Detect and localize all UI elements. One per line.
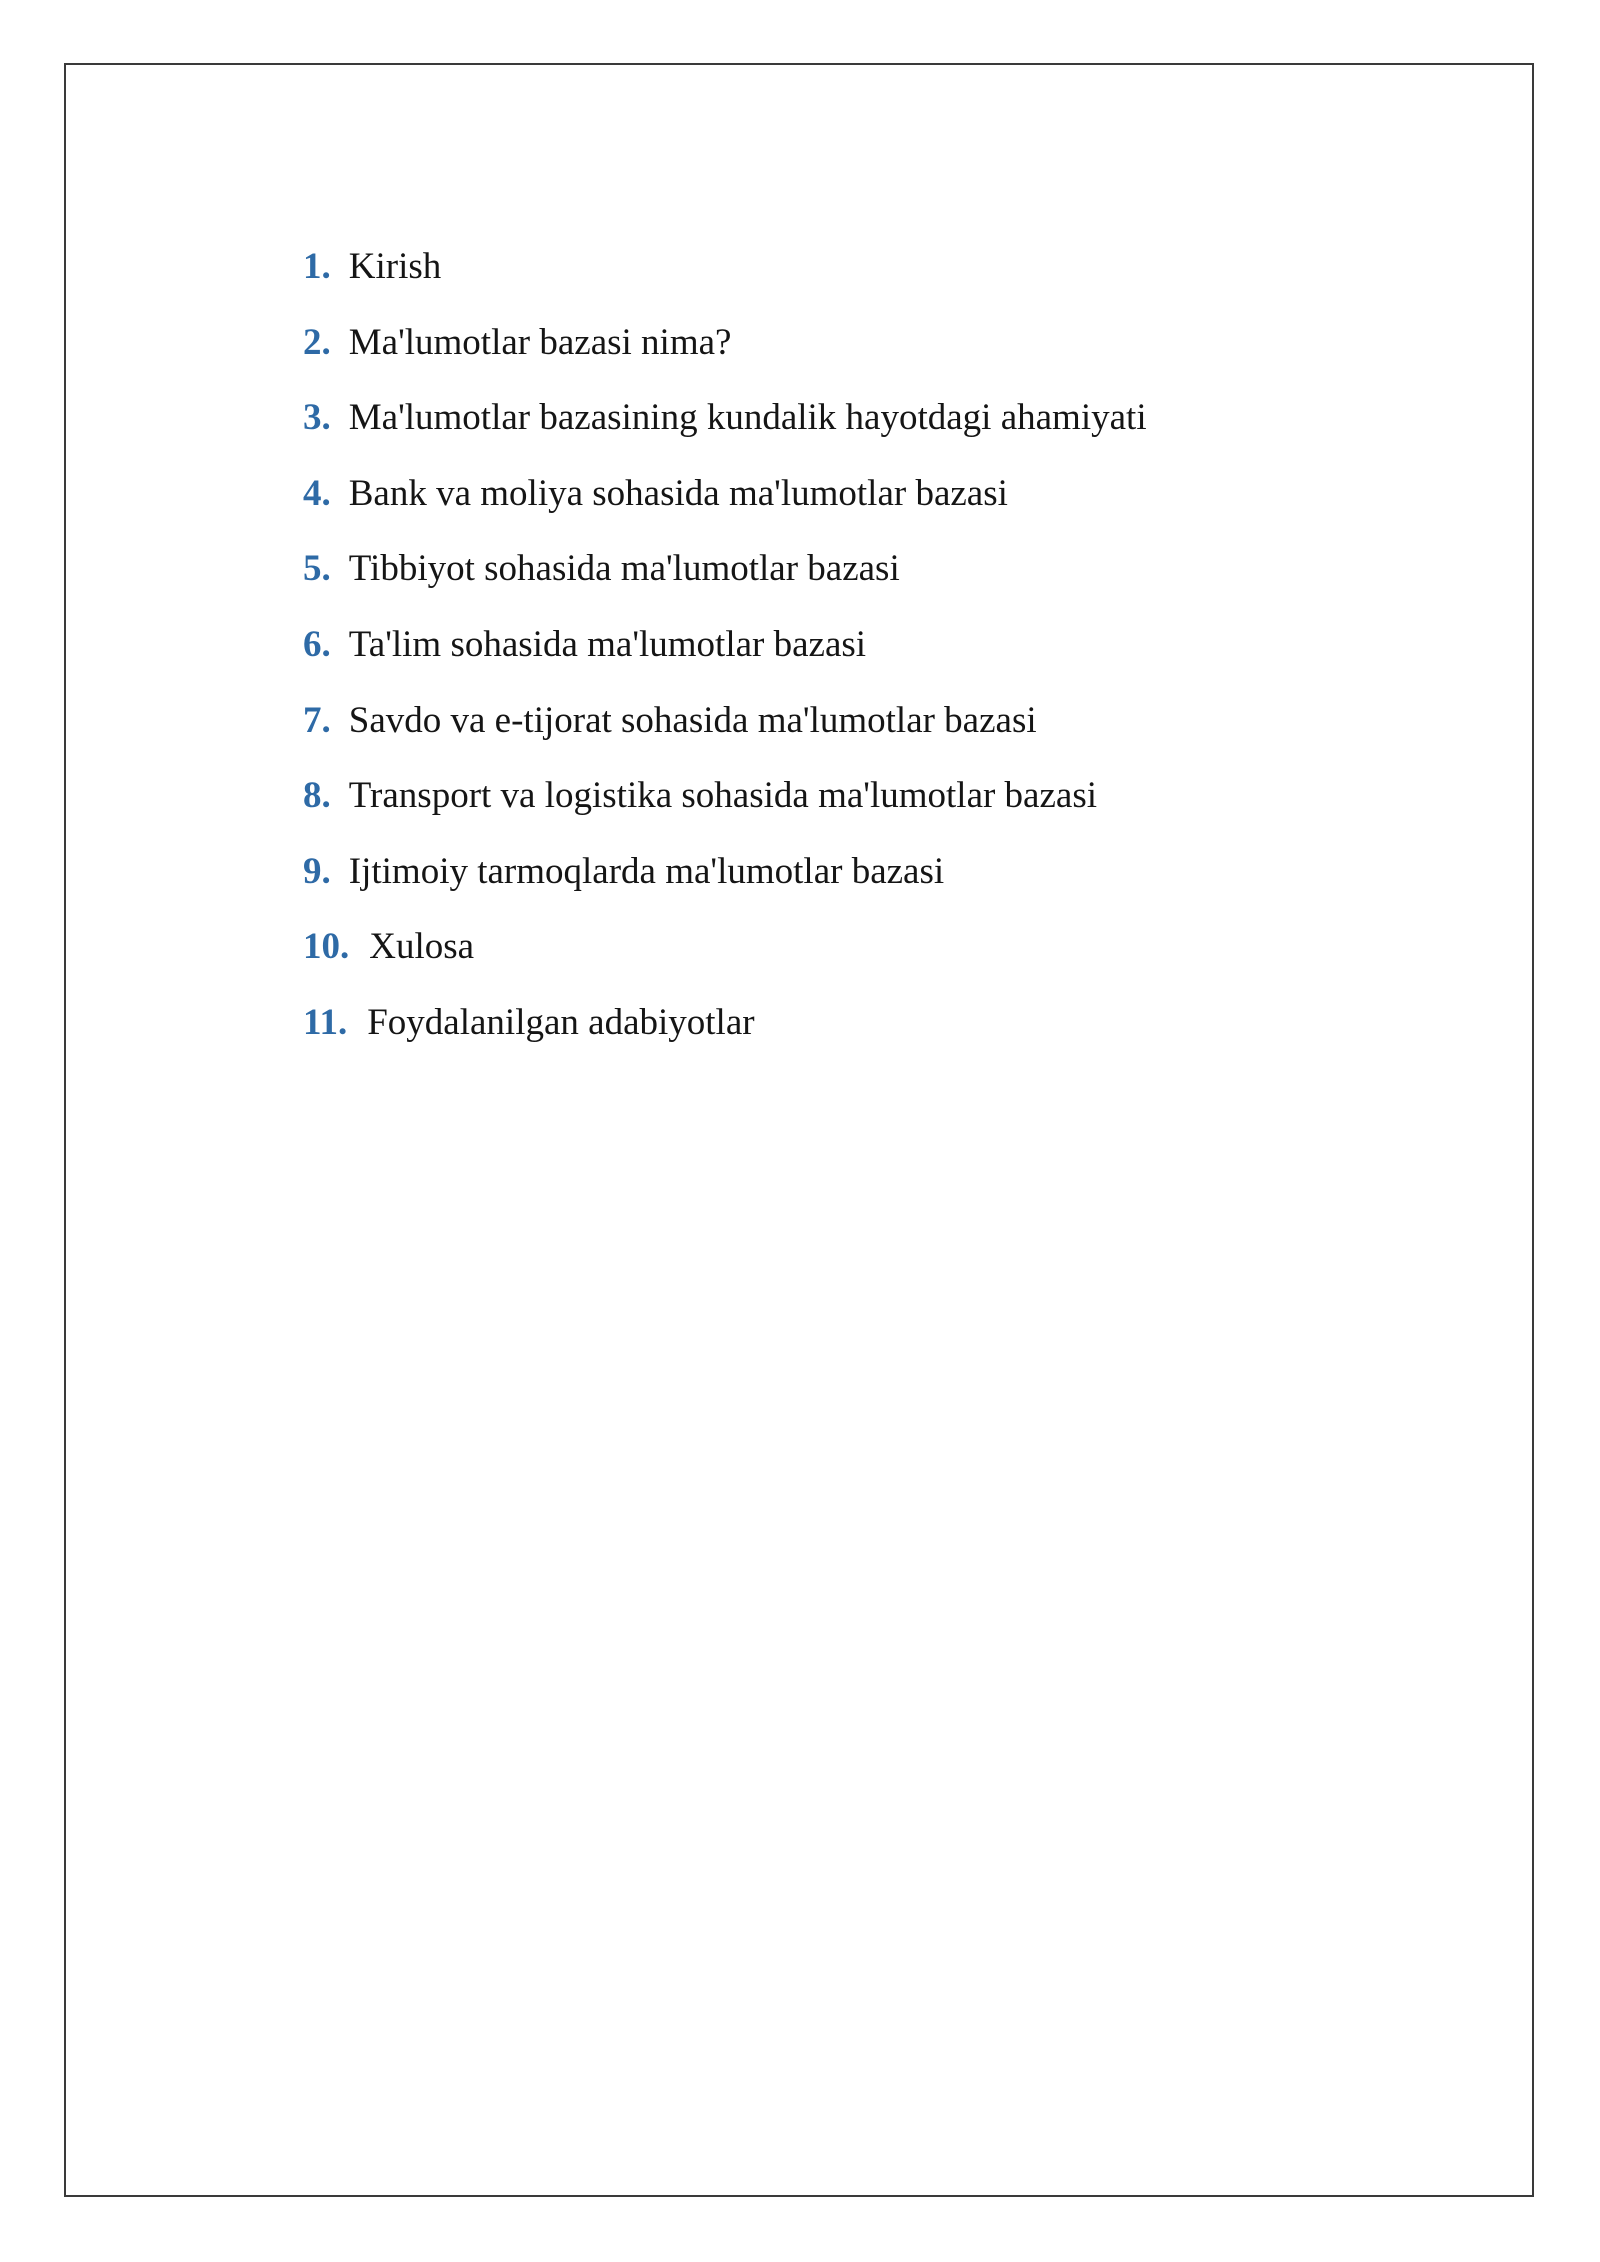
toc-text: Ijtimoiy tarmoqlarda ma'lumotlar bazasi bbox=[348, 850, 945, 892]
toc-text: Ma'lumotlar bazasi nima? bbox=[348, 321, 732, 363]
toc-text: Bank va moliya sohasida ma'lumotlar bazasi bbox=[348, 472, 1008, 514]
toc-item-3 bbox=[303, 391, 1147, 467]
toc-text: Tibbiyot sohasida ma'lumotlar bazasi bbox=[348, 548, 900, 590]
toc-number: 5. bbox=[303, 548, 331, 590]
toc-number: 7. bbox=[303, 699, 331, 741]
toc-item-4 bbox=[303, 467, 1147, 543]
toc-text: Transport va logistika sohasida ma'lumotlar bazasi bbox=[348, 775, 1098, 817]
toc-number: 11. bbox=[303, 1001, 348, 1043]
toc-number: 6. bbox=[303, 623, 331, 665]
toc-number: 9. bbox=[303, 850, 331, 892]
toc-item-5 bbox=[303, 542, 1147, 618]
toc-item-11 bbox=[303, 996, 1147, 1072]
toc-number: 4. bbox=[303, 472, 331, 514]
toc-item-10 bbox=[303, 920, 1147, 996]
toc-text: Ta'lim sohasida ma'lumotlar bazasi bbox=[348, 623, 867, 665]
toc-text: Kirish bbox=[348, 246, 442, 287]
toc-number: 8. bbox=[303, 775, 331, 817]
toc-item-8 bbox=[303, 769, 1147, 845]
toc-text: Foydalanilgan adabiyotlar bbox=[367, 1001, 755, 1043]
toc-number: 3. bbox=[303, 397, 331, 439]
toc-text: Ma'lumotlar bazasining kundalik hayotdagi ahamiyati bbox=[348, 397, 1147, 439]
toc-item-9 bbox=[303, 845, 1147, 921]
toc-number: 10. bbox=[303, 926, 350, 968]
toc-number: 1. bbox=[303, 246, 331, 287]
toc-text: Xulosa bbox=[369, 926, 475, 968]
toc-number: 2. bbox=[303, 321, 331, 363]
toc-item-1 bbox=[303, 240, 1147, 316]
toc-item-2 bbox=[303, 316, 1147, 392]
toc-item-6 bbox=[303, 618, 1147, 694]
toc-item-7 bbox=[303, 694, 1147, 770]
table-of-contents bbox=[303, 240, 1147, 1072]
toc-text: Savdo va e-tijorat sohasida ma'lumotlar bazasi bbox=[348, 699, 1037, 741]
